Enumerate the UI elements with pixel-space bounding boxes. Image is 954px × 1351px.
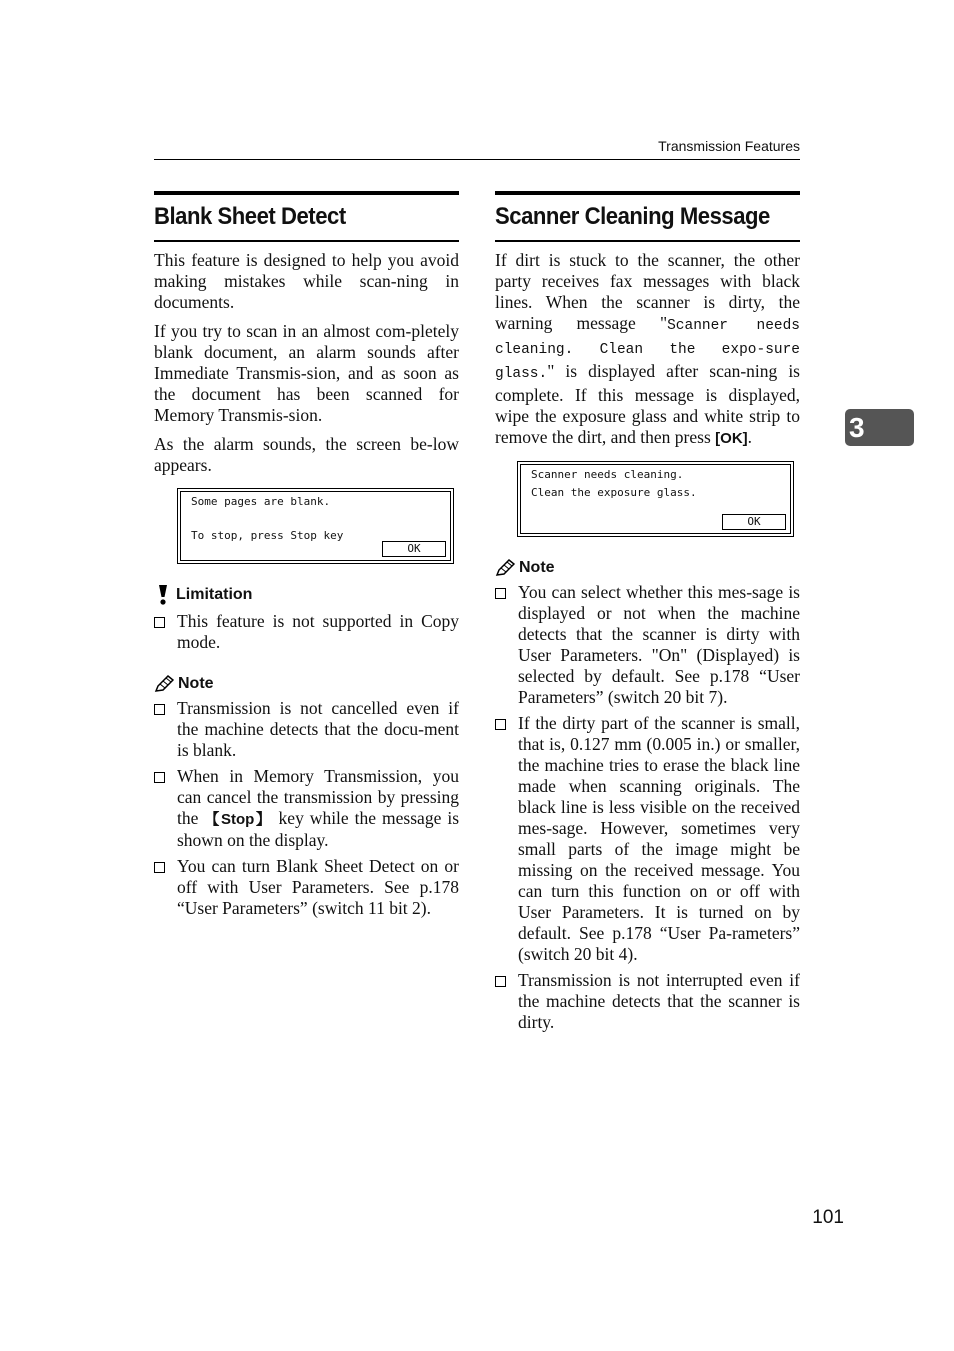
ok-button[interactable]: OK: [722, 514, 786, 530]
list-item: [154, 856, 459, 919]
checkbox-bullet-icon: [154, 772, 165, 783]
checkbox-bullet-icon: [154, 862, 165, 873]
text-fragment: If dirt is stuck to the scanner, the other party receives fax messages with black lines. When the scanner is dirty, the warning message ": [495, 250, 800, 333]
section-title: Scanner Cleaning Message: [495, 203, 770, 230]
limitation-icon: [154, 584, 172, 606]
display-line: Scanner needs cleaning.: [531, 468, 684, 481]
section-scanner-cleaning-message: [495, 191, 800, 1033]
display-line: Some pages are blank.: [191, 495, 331, 508]
ok-button[interactable]: OK: [382, 541, 446, 557]
list-item-text: You can turn Blank Sheet Detect on or off with User Parameters. See p.178 “User Parameters” (switch 11 bit 2).: [177, 856, 459, 918]
note-label: Note: [519, 559, 555, 576]
checkbox-bullet-icon: [154, 617, 165, 628]
list-item-text: [177, 766, 459, 851]
list-item: [495, 713, 800, 965]
checkbox-bullet-icon: [154, 704, 165, 715]
text-fragment: When in Memory Transmission, you can cancel the transmission by pressing the: [177, 766, 459, 828]
message-text: Scanner needs cleaning. Clean the expo-sure glass.: [495, 318, 800, 382]
display-inner: [180, 491, 451, 561]
list-item: [154, 766, 459, 851]
pencil-icon: [495, 559, 515, 577]
list-item-text: Transmission is not cancelled even if the machine detects that the docu-ment is blank.: [177, 698, 459, 760]
display-line: Clean the exposure glass.: [531, 486, 697, 499]
pencil-icon: [154, 675, 174, 693]
section-bottom-bar: [495, 240, 800, 242]
header-rule: [154, 159, 800, 160]
section-blank-sheet-detect: [154, 191, 459, 919]
paragraph: As the alarm sounds, the screen be-low appears.: [154, 434, 459, 475]
section-top-bar: [154, 191, 459, 195]
list-item: [154, 611, 459, 653]
checkbox-bullet-icon: [495, 719, 506, 730]
checkbox-bullet-icon: [495, 588, 506, 599]
limitation-label: Limitation: [176, 586, 253, 603]
display-screen: [517, 461, 794, 537]
list-item-text: This feature is not supported in Copy mode.: [177, 611, 459, 652]
stop-key: 【Stop】: [204, 811, 273, 828]
ok-key: [OK]: [715, 430, 748, 447]
checkbox-bullet-icon: [495, 976, 506, 987]
text-fragment: " is displayed after scan-ning is complete. If this message is displayed, wipe the exposure glass and white strip to remove the dirt, and then press: [495, 361, 800, 447]
list-item: [495, 582, 800, 708]
paragraph: If you try to scan in an almost com-pletely blank document, an alarm sounds after Immediate Transmis-sion, and as soon as the document has been scanned for Memory Transmis-sion.: [154, 321, 459, 425]
list-item: [495, 970, 800, 1033]
page-number: 101: [812, 1207, 844, 1228]
section-title: Blank Sheet Detect: [154, 203, 346, 230]
note-label: Note: [178, 675, 214, 692]
display-inner: [520, 464, 791, 534]
limitation-heading: [154, 584, 459, 606]
paragraph: [495, 250, 800, 449]
text-fragment: .: [747, 427, 753, 447]
list-item-text: Transmission is not interrupted even if the machine detects that the scanner is dirty.: [518, 970, 800, 1032]
section-top-bar: [495, 191, 800, 195]
list-item: [154, 698, 459, 761]
section-bottom-bar: [154, 240, 459, 242]
chapter-tab[interactable]: 3: [845, 409, 914, 446]
note-heading: [154, 675, 459, 693]
list-item-text: You can select whether this mes-sage is displayed or not when the machine detects that the scanner is dirty with User Parameters. "On" (Displayed) is selected by default. See p.178 “User Parameters” (switch 20 bit 7).: [518, 582, 800, 707]
display-line: To stop, press Stop key: [191, 529, 344, 542]
display-screen: [177, 488, 454, 564]
list-item-text: If the dirty part of the scanner is small, that is, 0.127 mm (0.005 in.) or smaller, the machine tries to erase the black line made when scanning originals. The black line is less visible on the received mes-sage. However, sometimes very small parts of the image might be missing on the received message. You can turn this function on or off with User Parameters. It is turned on by default. See p.178 “User Pa-rameters” (switch 20 bit 4).: [518, 713, 800, 964]
text-fragment: key while the message is shown on the display.: [177, 808, 460, 850]
note-heading: [495, 559, 800, 577]
running-header: Transmission Features: [658, 138, 800, 154]
paragraph: This feature is designed to help you avoid making mistakes while scan-ning in documents.: [154, 250, 459, 312]
